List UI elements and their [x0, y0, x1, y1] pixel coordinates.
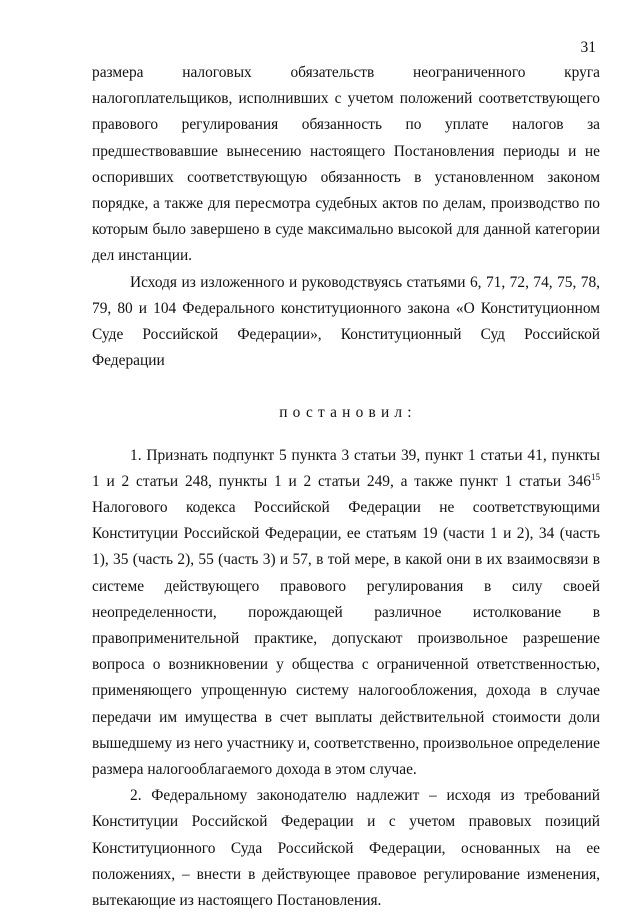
paragraph-item-2: 2. Федеральному законодателю надлежит – исходя из требований Конституции Российской Федерации и с учетом правовых позиций Конституционного Суда Российской Федерации, основанных на ее положениях, – внести в действующее правовое регулирование изменения, вытекающие из настоящего Постановления.	[92, 787, 600, 910]
item-1-text-start: 1. Признать подпункт 5 пункта 3 статьи 39, пункт 1 статьи 41, пункты 1 и 2 статьи 248, пункты 1 и 2 статьи 249, а также пункт 1 статьи 346	[92, 446, 600, 490]
item-1-text-end: Налогового кодекса Российской Федерации не соответствующими Конституции Российской Федерации, ее статьям 19 (части 1 и 2), 34 (часть 1), 35 (часть 2), 55 (часть 3) и 57, в той мере, в какой они в их взаимосвязи в системе действующего правового регулирования в силу своей неопределенности, порождающей различное истолкование в правоприменительной практике, допускают произвольное разрешение вопроса о возникновении у общества с ограниченной ответственностью, применяющего упрощенную систему налогообложения, дохода в случае передачи им имущества в счет выплаты действительной стоимости доли вышедшему из него участнику и, соответственно, произвольное определение размера налогооблагаемого дохода в этом случае.	[92, 499, 600, 779]
article-superscript: 15	[591, 471, 600, 482]
paragraph-legal-basis: Исходя из изложенного и руководствуясь статьями 6, 71, 72, 74, 75, 78, 79, 80 и 104 Федерального конституционного закона «О Конституционном Суде Российской Федерации», Конституционный Суд Российской Федерации	[92, 273, 600, 370]
document-body	[92, 60, 600, 914]
paragraph-item-1	[92, 443, 600, 784]
resolution-heading: постановил:	[279, 404, 417, 422]
page-number: 31	[580, 39, 596, 56]
paragraph-continuation: размера налоговых обязательств неограниченного круга налогоплательщиков, исполнивших с учетом положений соответствующего правового регулирования обязанность по уплате налогов за предшествовавшие вынесению настоящего Постановления периоды и не оспоривших соответствующую обязанность в установленном законом порядке, а также для пересмотра судебных актов по делам, производство по которым было завершено в суде максимально высокой для данной категории дел инстанции.	[92, 64, 600, 265]
